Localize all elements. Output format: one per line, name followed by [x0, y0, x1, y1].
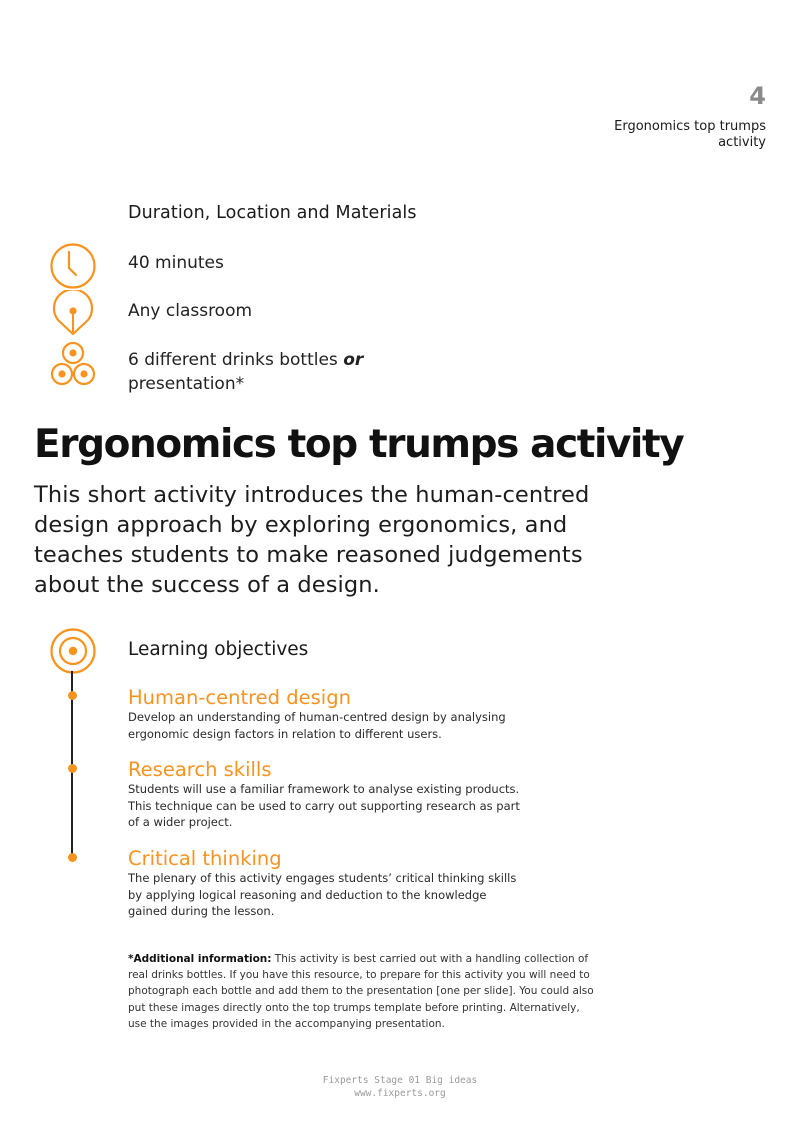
running-header [546, 119, 766, 151]
note-text: This activity is best carried out with a handling collection of real drinks bottles. If you have this resource, to prepare for this activity you will need to photograph each bottle and add them to the presentation [one per slide]. You could also put these images directly onto the top trumps template before printing. Alternatively, use the images provided in the accompanying presentation. [128, 953, 594, 1030]
note-label: *Additional information: [128, 953, 272, 965]
learning-objectives-title: Learning objectives [128, 639, 309, 660]
objective-text: Develop an understanding of human-centred design by analysing ergonomic design factors in relation to different users. [128, 710, 506, 741]
location-pin-icon [52, 290, 94, 336]
timeline-dot [68, 691, 77, 700]
materials-text [128, 348, 363, 396]
materials-text-line2: presentation* [128, 374, 245, 394]
running-header-line1: Ergonomics top trumps [614, 119, 766, 134]
timeline-dot [68, 853, 77, 862]
materials-text-or: or [343, 350, 364, 370]
footer-title: Fixperts Stage 01 Big ideas [322, 1075, 478, 1086]
page-title: Ergonomics top trumps activity [34, 422, 684, 467]
objective-heading: Critical thinking [128, 847, 282, 870]
intro-paragraph: This short activity introduces the human-centred design approach by exploring ergonomics, and teaches students to make reasoned judgements about the success of a design. [34, 482, 590, 598]
target-icon [49, 627, 97, 675]
clock-icon [49, 242, 97, 290]
page-number: 4 [749, 82, 766, 110]
location-text: Any classroom [128, 301, 253, 321]
additional-information-note [128, 951, 598, 1032]
materials-circles-icon [49, 341, 97, 387]
objective-heading: Research skills [128, 758, 272, 781]
objective-heading: Human-centred design [128, 686, 351, 709]
duration-text: 40 minutes [128, 253, 224, 273]
objective-text: The plenary of this activity engages students’ critical thinking skills by applying logical reasoning and deduction to the knowledge gained during the lesson. [128, 871, 517, 918]
materials-text-line1: 6 different drinks bottles [128, 350, 344, 370]
timeline-dot [68, 764, 77, 773]
footer [0, 1074, 800, 1100]
objective-text: Students will use a familiar framework to analyse existing products. This technique can be used to carry out supporting research as part of a wider project. [128, 782, 520, 829]
details-title: Duration, Location and Materials [128, 203, 417, 223]
running-header-line2: activity [718, 135, 766, 150]
footer-url: www.fixperts.org [354, 1088, 446, 1099]
